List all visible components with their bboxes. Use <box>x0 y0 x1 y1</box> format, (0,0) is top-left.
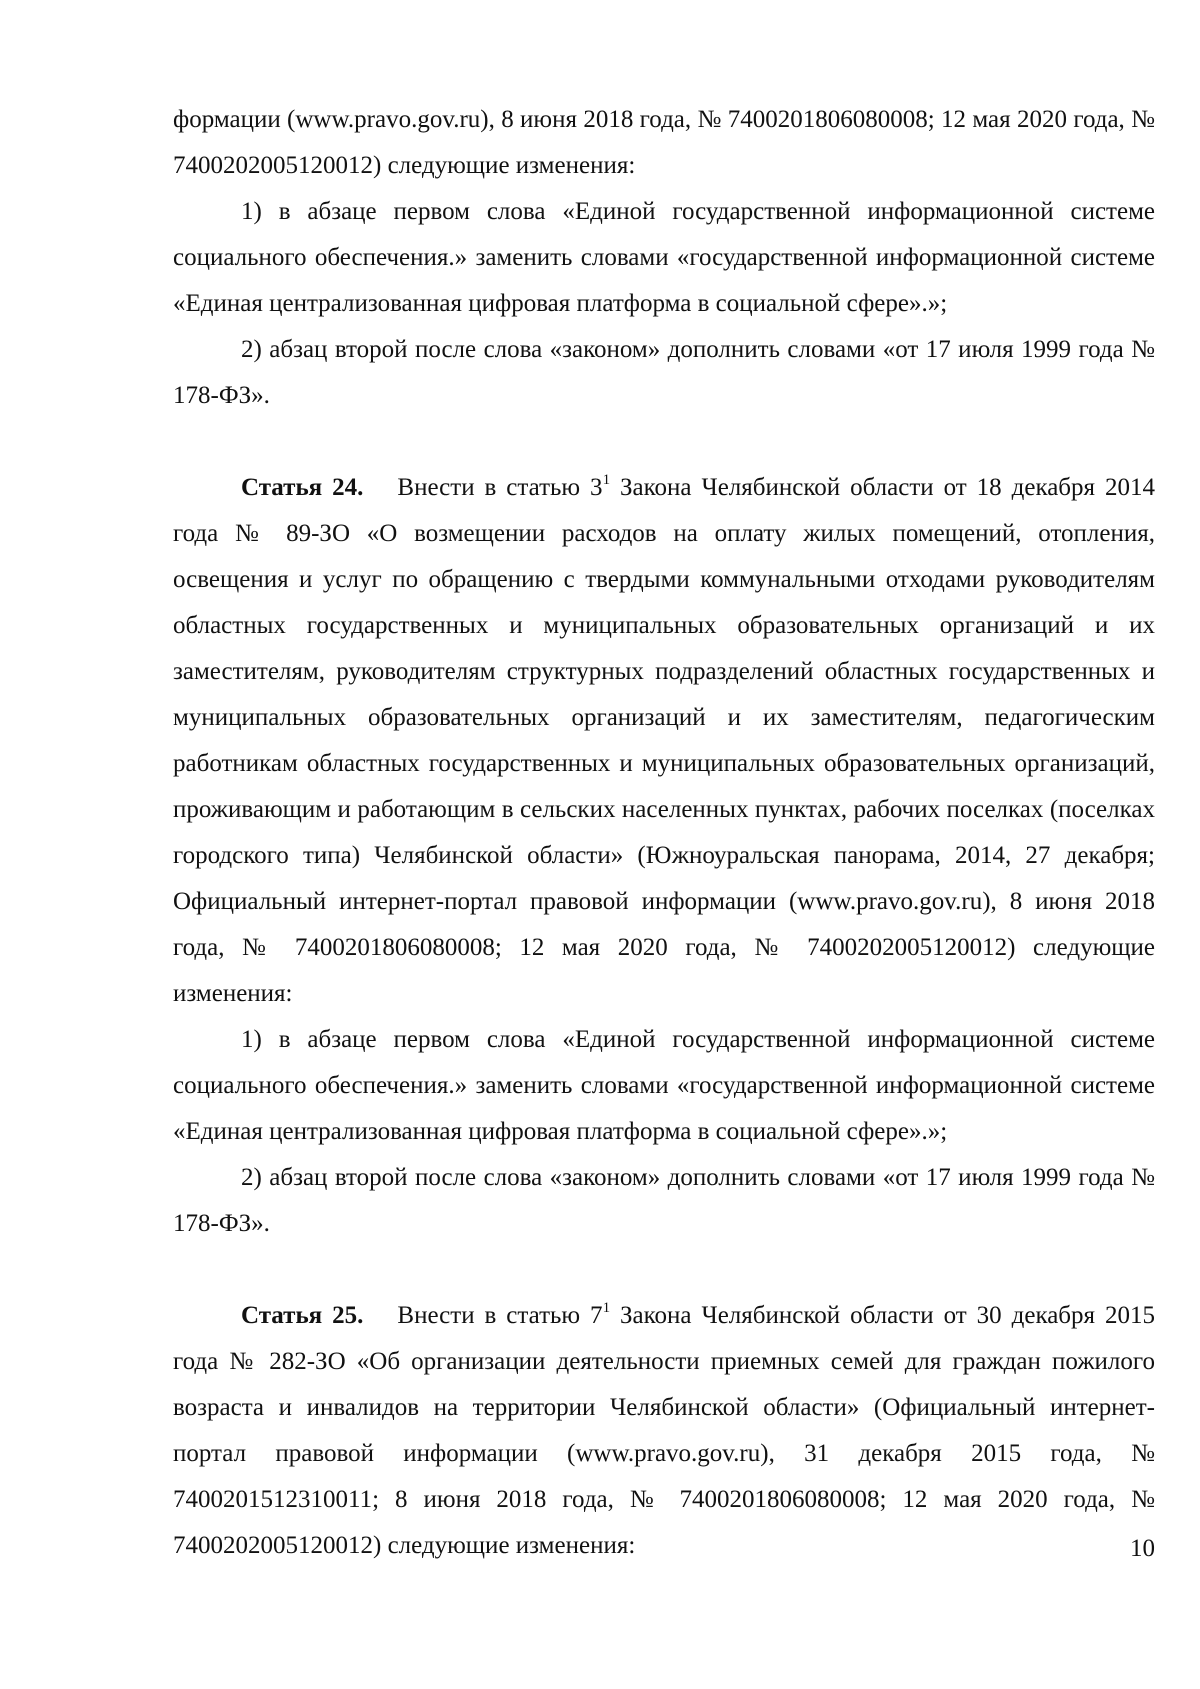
article-24-text-start: Внести в статью 3 <box>397 474 603 501</box>
article-25-text: Закона Челябинской области от 30 декабря 2015 года № 282-ЗО «Об организации деятельности приемных семей для граждан пожилого возраста и инвалидов на территории Челябинской области» (Официальный интернет-портал правовой информации (www.pravo.gov.ru), 31 декабря 2015 года, № 7400201512310011; 8 июня 2018 года, № 7400201806080008; 12 мая 2020 года, № 7400202005120012) следующие изменения: <box>173 1302 1155 1559</box>
spacer <box>173 419 1155 465</box>
article-24-paragraph <box>173 465 1155 1017</box>
article-25-paragraph <box>173 1293 1155 1569</box>
intro-paragraph: формации (www.pravo.gov.ru), 8 июня 2018 года, № 7400201806080008; 12 мая 2020 года, № 7400202005120012) следующие изменения: <box>173 106 1155 179</box>
article-25-title: Статья 25. <box>241 1302 364 1329</box>
article-24-text: Закона Челябинской области от 18 декабря 2014 года № 89-ЗО «О возмещении расходов на оплату жилых помещений, отопления, освещения и услуг по обращению с твердыми коммунальными отходами руководителям областных государственных и муниципальных образовательных организаций и их заместителям, руководителям структурных подразделений областных государственных и муниципальных образовательных организаций и их заместителям, педагогическим работникам областных государственных и муниципальных образовательных организаций, проживающим и работающим в сельских населенных пунктах, рабочих поселках (поселках городского типа) Челябинской области» (Южноуральская панорама, 2014, 27 декабря; Официальный интернет-портал правовой информации (www.pravo.gov.ru), 8 июня 2018 года, № 7400201806080008; 12 мая 2020 года, № 7400202005120012) следующие изменения: <box>173 474 1155 1007</box>
article-24-superscript: 1 <box>602 471 611 488</box>
document-body <box>173 97 1155 1569</box>
article-24-item-1: 1) в абзаце первом слова «Единой государственной информационной системе социального обеспечения.» заменить словами «государственной информационной системе «Единая централизованная цифровая платформа в социальной сфере».»; <box>173 1026 1155 1145</box>
article-25-text-start: Внести в статью 7 <box>397 1302 603 1329</box>
intro-item-2: 2) абзац второй после слова «законом» дополнить словами «от 17 июля 1999 года № 178-ФЗ». <box>173 336 1155 409</box>
intro-item-1: 1) в абзаце первом слова «Единой государственной информационной системе социального обеспечения.» заменить словами «государственной информационной системе «Единая централизованная цифровая платформа в социальной сфере».»; <box>173 198 1155 317</box>
article-25-superscript: 1 <box>602 1299 611 1316</box>
article-24-title: Статья 24. <box>241 474 364 501</box>
article-24-item-2: 2) абзац второй после слова «законом» дополнить словами «от 17 июля 1999 года № 178-ФЗ». <box>173 1164 1155 1237</box>
page-number: 10 <box>1130 1535 1155 1562</box>
spacer <box>173 1247 1155 1293</box>
